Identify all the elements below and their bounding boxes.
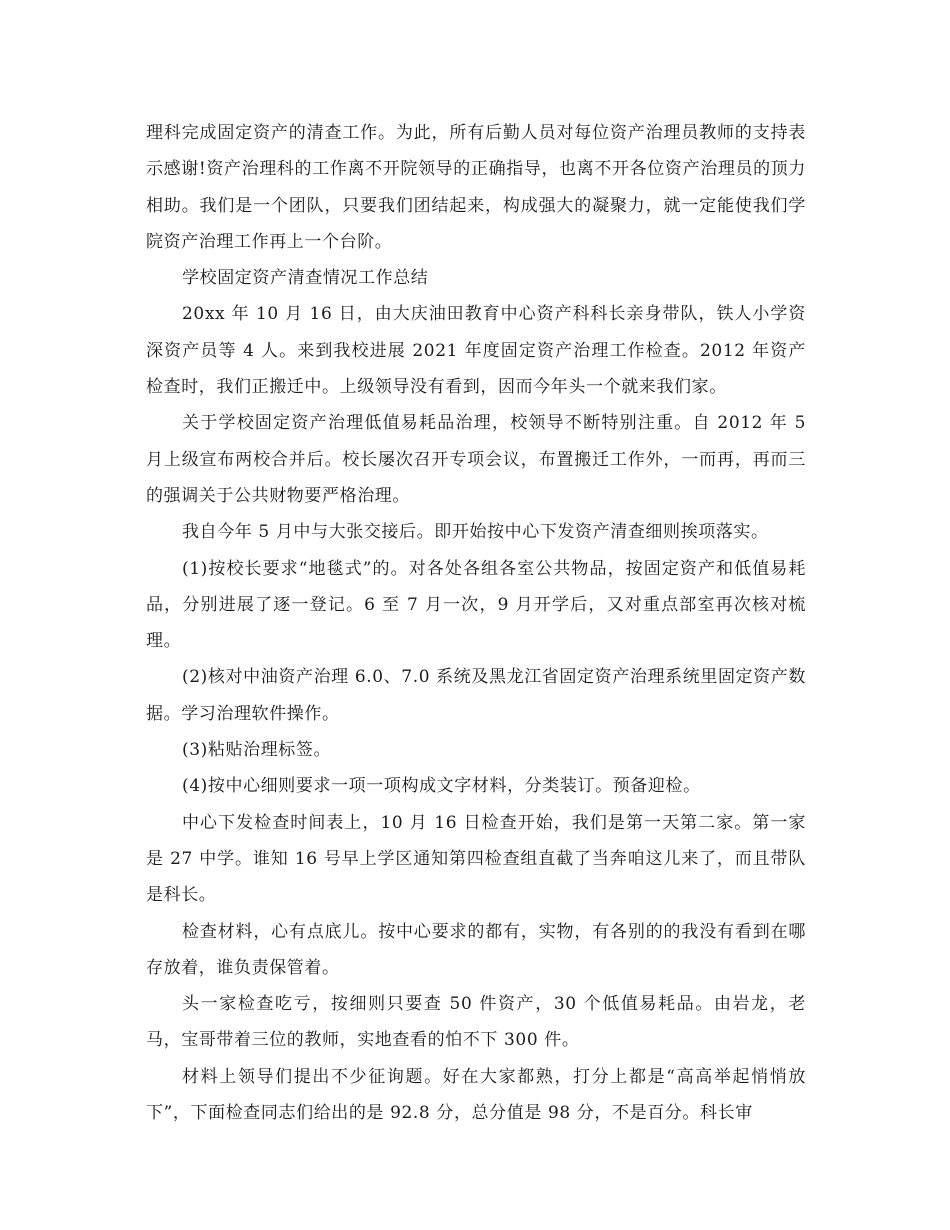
- list-item: (3)粘贴治理标签。: [182, 740, 332, 761]
- paragraph: 中心下发检查时间表上，10 月 16 日检查开始，我们是第一天第二家。第一家是 27 中学。谁知 16 号早上学区通知第四检查组直截了当奔咱这儿来了，而且带队是科长。: [146, 812, 806, 906]
- paragraph: 我自今年 5 月中与大张交接后。即开始按中心下发资产清查细则挨项落实。: [182, 522, 769, 543]
- paragraph: 20xx 年 10 月 16 日，由大庆油田教育中心资产科科长亲身带队，铁人小学资深资产员等 4 人。来到我校进展 2021 年度固定资产治理工作检查。2012 年资产检查时，我们正搬迁中。上级领导没有看到，因而今年头一个就来我们家。: [146, 304, 806, 398]
- list-item: (1)按校长要求“地毯式”的。对各处各组各室公共物品，按固定资产和低值易耗品，分别进展了逐一登记。6 至 7 月一次，9 月开学后，又对重点部室再次核对梳理。: [146, 558, 806, 652]
- paragraph: 头一家检查吃亏，按细则只要查 50 件资产，30 个低值易耗品。由岩龙，老马，宝哥带着三位的教师，实地查看的怕不下 300 件。: [146, 994, 806, 1051]
- section-heading: 学校固定资产清查情况工作总结: [182, 268, 429, 289]
- paragraph: 材料上领导们提出不少征询题。好在大家都熟，打分上都是“高高举起悄悄放下”，下面检查同志们给出的是 92.8 分，总分值是 98 分，不是百分。科长审: [146, 1066, 806, 1124]
- list-item: (4)按中心细则要求一项一项构成文字材料，分类装订。预备迎检。: [182, 776, 701, 797]
- paragraph: 检查材料，心有点底儿。按中心要求的都有，实物，有各别的的我没有看到在哪存放着，谁负责保管着。: [146, 921, 806, 978]
- list-item: (2)核对中油资产治理 6.0、7.0 系统及黑龙江省固定资产治理系统里固定资产数据。学习治理软件操作。: [146, 667, 806, 724]
- paragraph: 关于学校固定资产治理低值易耗品治理，校领导不断特别注重。自 2012 年 5 月上级宣布两校合并后。校长屡次召开专项会议，布置搬迁工作外，一而再，再而三的强调关于公共财物要严格治理。: [146, 413, 806, 506]
- paragraph: 理科完成固定资产的清查工作。为此，所有后勤人员对每位资产治理员教师的支持表示感谢!资产治理科的工作离不开院领导的正确指导，也离不开各位资产治理员的顶力相助。我们是一个团队，只要我们团结起来，构成强大的凝聚力，就一定能使我们学院资产治理工作再上一个台阶。: [146, 123, 806, 252]
- document-body: [146, 115, 806, 1131]
